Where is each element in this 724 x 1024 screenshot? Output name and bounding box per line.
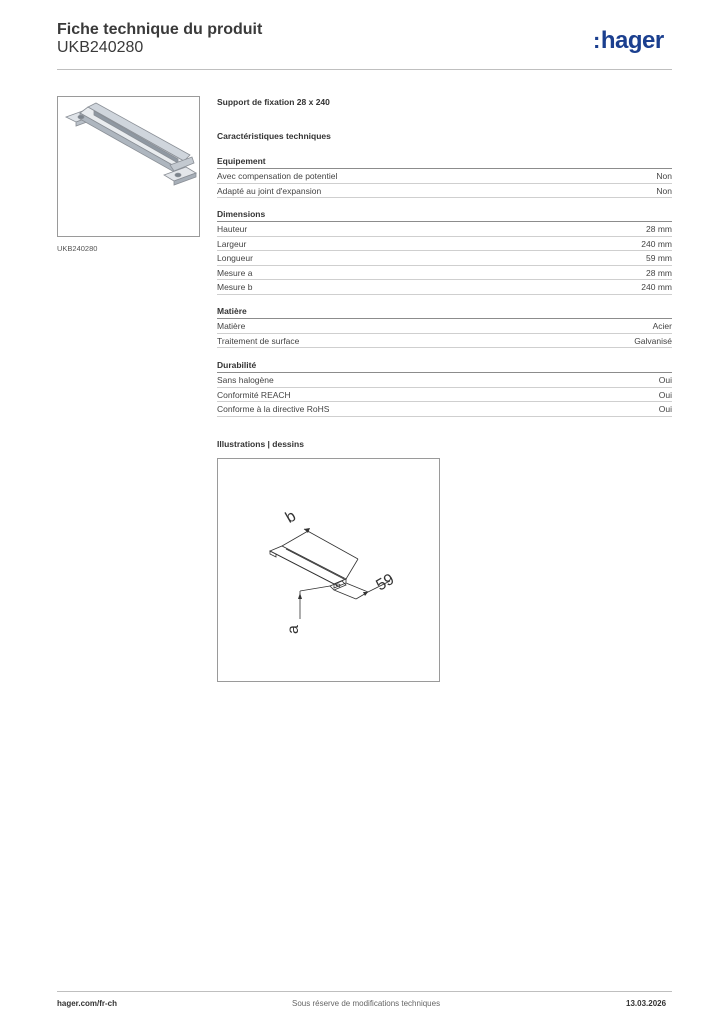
spec-row	[217, 169, 672, 184]
spec-label: Traitement de surface	[217, 335, 300, 346]
illustrations-title: Illustrations | dessins	[217, 439, 304, 449]
spec-value: 59 mm	[646, 253, 672, 263]
spec-value: Oui	[658, 375, 672, 385]
footer-url-link[interactable]: hager.com/fr-ch	[57, 999, 118, 1008]
section-title: Matière	[217, 305, 672, 319]
spec-row	[217, 334, 672, 349]
spec-row	[217, 184, 672, 199]
footer-divider	[57, 991, 672, 992]
section-title: Durabilité	[217, 359, 672, 373]
spec-row	[217, 237, 672, 252]
spec-row	[217, 251, 672, 266]
product-name: Support de fixation 28 x 240	[217, 97, 330, 107]
spec-label: Longueur	[217, 253, 253, 263]
spec-label: Hauteur	[217, 224, 248, 234]
spec-value: 240 mm	[641, 238, 672, 249]
section-equipement	[217, 155, 672, 198]
spec-label: Mesure b	[217, 282, 253, 292]
spec-row	[217, 319, 672, 334]
spec-label: Adapté au joint d'expansion	[217, 185, 322, 196]
section-matiere	[217, 305, 672, 348]
section-durabilite	[217, 359, 672, 417]
spec-row	[217, 280, 672, 295]
technical-characteristics-title: Caractéristiques techniques	[217, 131, 331, 141]
section-dimensions	[217, 208, 672, 295]
spec-label: Conforme à la directive RoHS	[217, 404, 330, 414]
spec-label: Mesure a	[217, 267, 253, 278]
footer-date: 13.03.2026	[626, 999, 667, 1008]
spec-label: Avec compensation de potentiel	[217, 171, 338, 181]
spec-value: Non	[656, 171, 672, 181]
spec-value: 28 mm	[646, 224, 672, 234]
bracket-product-picture	[58, 97, 199, 236]
spec-row	[217, 402, 672, 417]
section-title: Dimensions	[217, 208, 672, 222]
spec-value: Oui	[658, 389, 672, 400]
spec-label: Largeur	[217, 238, 247, 249]
spec-value: Galvanisé	[634, 335, 672, 346]
dimension-label-59: 59	[373, 570, 398, 595]
spec-row	[217, 373, 672, 388]
spec-value: Oui	[658, 404, 672, 414]
spec-value: Non	[656, 185, 672, 196]
spec-value: Acier	[652, 321, 672, 331]
spec-value: 240 mm	[641, 282, 672, 292]
product-image	[57, 96, 200, 237]
spec-label: Sans halogène	[217, 375, 274, 385]
spec-value: 28 mm	[646, 267, 672, 278]
header-divider	[57, 69, 672, 70]
dimension-drawing-svg	[218, 459, 439, 681]
document-title: Fiche technique du produit	[57, 21, 263, 38]
spec-label: Matière	[217, 321, 246, 331]
section-title: Equipement	[217, 155, 672, 169]
dimension-label-b: b	[282, 507, 300, 527]
spec-row	[217, 388, 672, 403]
dimension-drawing	[217, 458, 440, 682]
product-image-caption: UKB240280	[57, 244, 98, 253]
dimension-label-a: a	[285, 625, 302, 634]
logo-dots-icon: :	[593, 28, 600, 53]
footer-notice: Sous réserve de modifications techniques	[292, 999, 441, 1008]
spec-row	[217, 222, 672, 237]
spec-label: Conformité REACH	[217, 389, 291, 400]
hager-logo[interactable]: :hager	[593, 27, 664, 54]
spec-row	[217, 266, 672, 281]
product-code: UKB240280	[57, 39, 144, 56]
